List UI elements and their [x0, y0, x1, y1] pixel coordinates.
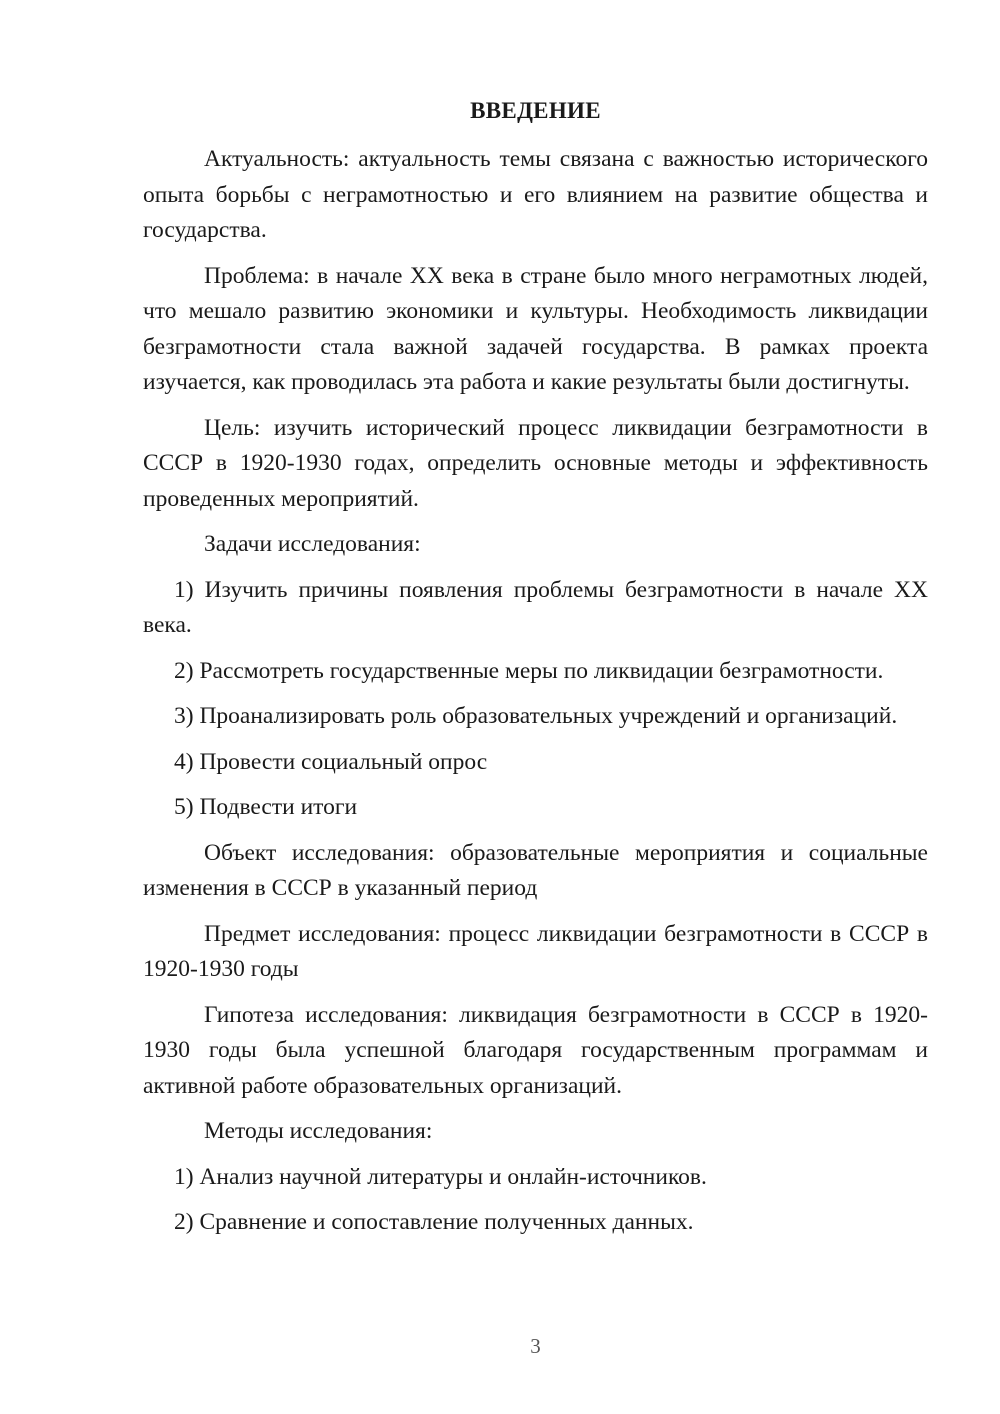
paragraph-object: Объект исследования: образовательные мероприятия и социальные изменения в СССР в указанный период: [143, 839, 928, 901]
document-body: [143, 142, 928, 1251]
page-title: ВВЕДЕНИЕ: [470, 98, 601, 123]
list-item-task-1: 1) Изучить причины появления проблемы безграмотности в начале XX века.: [143, 576, 928, 638]
document-page: [143, 0, 928, 1414]
paragraph-relevance: Актуальность: актуальность темы связана с важностью исторического опыта борьбы с неграмотностью и его влиянием на развитие общества и государства.: [143, 146, 928, 243]
list-item-method-1: 1) Анализ научной литературы и онлайн-источников.: [174, 1163, 707, 1190]
list-item-task-5: 5) Подвести итоги: [174, 794, 358, 820]
paragraph-methods-heading: Методы исследования:: [204, 1118, 433, 1144]
paragraph-goal: Цель: изучить исторический процесс ликвидации безграмотности в СССР в 1920-1930 годах, определить основные методы и эффективность проведенных мероприятий.: [143, 414, 928, 512]
paragraph-hypothesis: Гипотеза исследования: ликвидация безграмотности в СССР в 1920-1930 годы была успешной благодаря государственным программам и активной работе образовательных организаций.: [143, 1001, 928, 1099]
paragraph-subject: Предмет исследования: процесс ликвидации безграмотности в СССР в 1920-1930 годы: [143, 920, 928, 982]
paragraph-problem: Проблема: в начале XX века в стране было много неграмотных людей, что мешало развитию экономики и культуры. Необходимость ликвидации безграмотности стала важной задачей государства. В рамках проекта изучается, как проводилась эта работа и какие результаты были достигнуты.: [143, 262, 928, 395]
list-item-task-2: 2) Рассмотреть государственные меры по ликвидации безграмотности.: [174, 657, 884, 684]
paragraph-tasks-heading: Задачи исследования:: [204, 531, 421, 557]
list-item-task-4: 4) Провести социальный опрос: [174, 748, 488, 775]
list-item-method-2: 2) Сравнение и сопоставление полученных данных.: [174, 1209, 694, 1235]
list-item-task-3: 3) Проанализировать роль образовательных учреждений и организаций.: [174, 703, 898, 729]
page-number: 3: [530, 1334, 541, 1358]
